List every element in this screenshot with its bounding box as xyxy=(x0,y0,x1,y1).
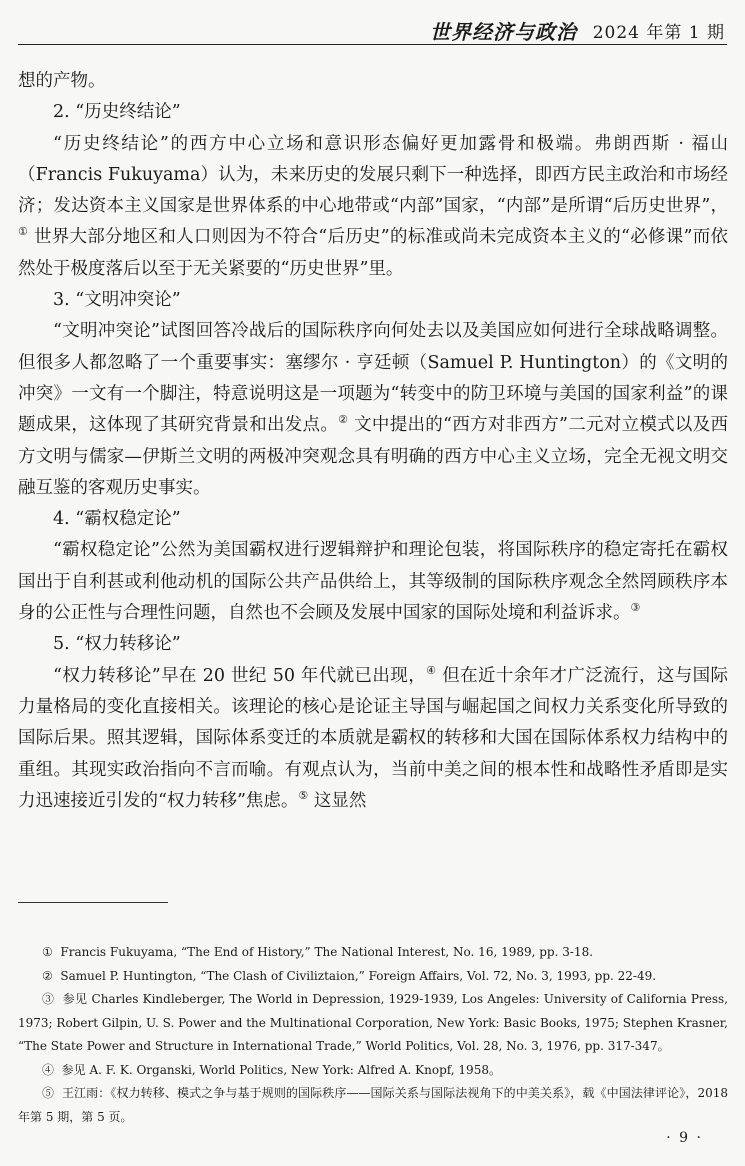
section-heading: 4. “霸权稳定论” xyxy=(53,509,181,530)
footnote: ① Francis Fukuyama, “The End of History,” The National Interest, No. 16, 1989, pp. 3-18. xyxy=(42,945,594,959)
journal-title: 世界经济与政治 xyxy=(430,20,577,44)
footnote: ② Samuel P. Huntington, “The Clash of Civiliztaion,” Foreign Affairs, Vol. 72, No. 3, 1993, pp. 22-49. xyxy=(42,968,657,983)
footnote-ref[interactable]: ② xyxy=(338,413,349,427)
section-heading: 3. “文明冲突论” xyxy=(53,290,181,311)
footnote-ref[interactable]: ⑤ xyxy=(298,789,309,802)
footnote-ref[interactable]: ① xyxy=(18,225,29,239)
footnote-ref[interactable]: ③ xyxy=(630,601,641,615)
section-heading: 2. “历史终结论” xyxy=(53,102,181,123)
page-number: · 9 · xyxy=(666,1130,703,1146)
footnotes xyxy=(18,941,728,1129)
footnote-divider xyxy=(18,902,168,903)
section-heading: 5. “权力转移论” xyxy=(53,634,181,655)
footnote: ③ 参见 Charles Kindleberger, The World in Depression, 1929-1939, Los Angeles: University of California Press, 1973; Robert Gilpin, U. S. Power and the Multinational Corporation, New York: Basic Books, 1975; Stephen Krasner, “The State Power and Structure in International Trade,” World Politics, Vol. 28, No. 3, 1976, pp. 317-347。 xyxy=(18,992,728,1053)
main-text xyxy=(18,66,728,817)
paragraph: “文明冲突论”试图回答冷战后的国际秩序向何处去以及美国应如何进行全球战略调整。但很多人都忽略了一个重要事实：塞缪尔 · 亨廷顿（Samuel P. Huntington）的《文明的冲突》一文有一个脚注，特意说明这是一项题为“转变中的防卫环境与美国的国家利益”的课题成果，这体现了其研究背景和出发点。② 文中提出的“西方对非西方”二元对立模式以及西方文明与儒家—伊斯兰文明的两极冲突观念具有明确的西方中心主义立场，完全无视文明交融互鉴的客观历史事实。 xyxy=(18,321,728,498)
footnote-ref[interactable]: ④ xyxy=(426,663,437,677)
issue-label: 2024 年第 1 期 xyxy=(592,23,725,43)
paragraph: 想的产物。 xyxy=(18,71,106,91)
footnote: ④ 参见 A. F. K. Organski, World Politics, New York: Alfred A. Knopf, 1958。 xyxy=(42,1062,501,1077)
paragraph: “权力转移论”早在 20 世纪 50 年代就已出现，④ 但在近十余年才广泛流行，这与国际力量格局的变化直接相关。该理论的核心是论证主导国与崛起国之间权力关系变化所导致的国际后果。照其逻辑，国际体系变迁的本质就是霸权的转移和大国在国际体系权力结构中的重组。其现实政治指向不言而喻。有观点认为，当前中美之间的根本性和战略性矛盾即是实力迅速接近引发的“权力转移”焦虑。⑤ 这显然 xyxy=(18,663,728,811)
footnote: ⑤ 王江雨：《权力转移、模式之争与基于规则的国际秩序——国际关系与国际法视角下的中美关系》，载《中国法律评论》，2018 年第 5 期，第 5 页。 xyxy=(18,1086,728,1124)
paragraph: “霸权稳定论”公然为美国霸权进行逻辑辩护和理论包装，将国际秩序的稳定寄托在霸权国出于自利甚或利他动机的国际公共产品供给上，其等级制的国际秩序观念全然罔顾秩序本身的公正性与合理性问题，自然也不会顾及发展中国家的国际处境和利益诉求。③ xyxy=(18,540,728,624)
running-header xyxy=(18,10,727,45)
paragraph: “历史终结论”的西方中心立场和意识形态偏好更加露骨和极端。弗朗西斯 · 福山（Francis Fukuyama）认为，未来历史的发展只剩下一种选择，即西方民主政治和市场经济；发达资本主义国家是世界体系的中心地带或“内部”国家，“内部”是所谓“后历史世界”，① 世界大部分地区和人口则因为不符合“后历史”的标准或尚未完成资本主义的“必修课”而依然处于极度落后以至于无关紧要的“历史世界”里。 xyxy=(18,133,728,279)
